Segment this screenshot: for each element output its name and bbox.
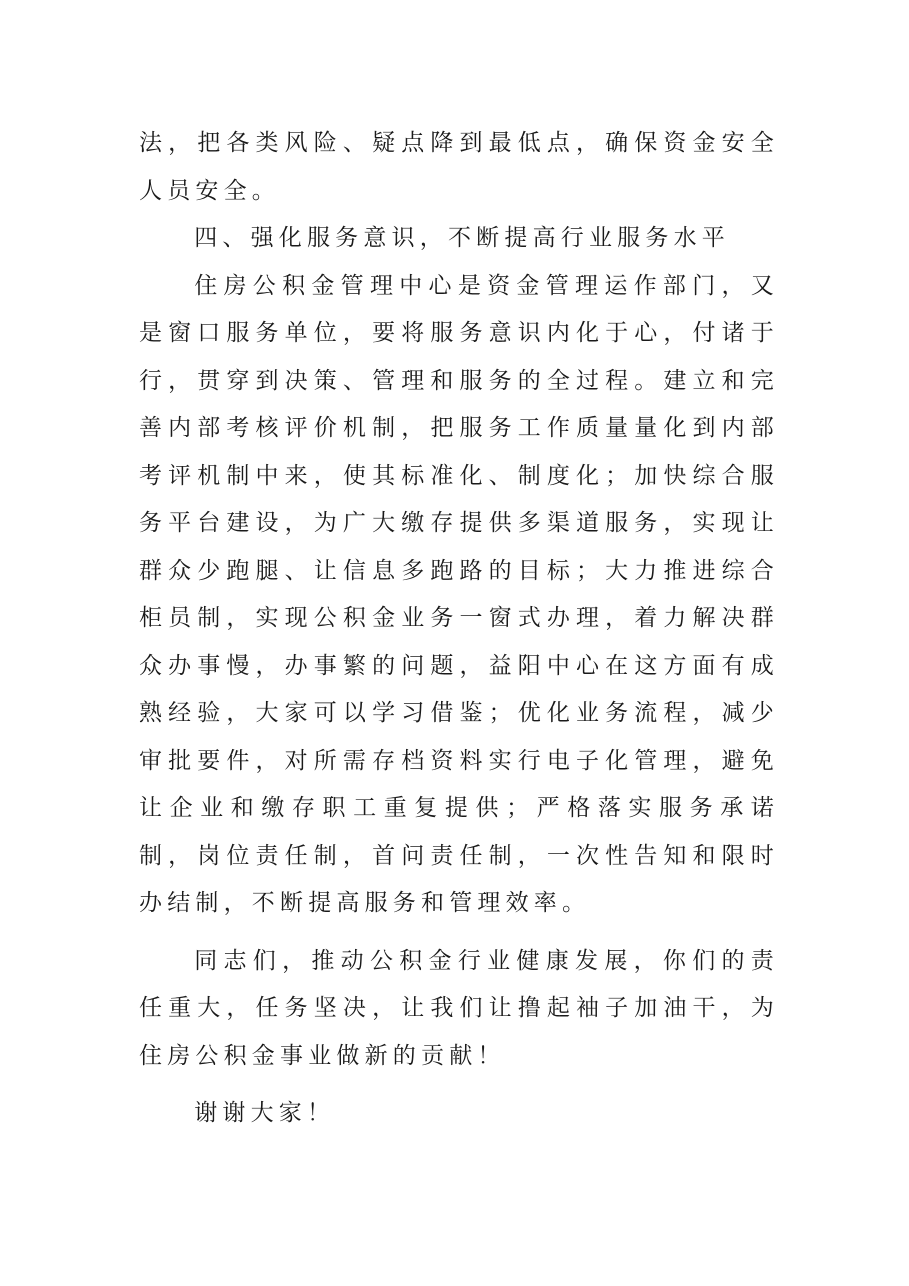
document-body bbox=[139, 120, 779, 1138]
paragraph-thanks: 谢谢大家！ bbox=[194, 1100, 336, 1126]
paragraph-gap bbox=[139, 928, 779, 938]
paragraph-continuation: 法，把各类风险、疑点降到最低点，确保资金安全人员安全。 bbox=[139, 130, 779, 204]
section-heading: 四、强化服务意识，不断提高行业服务水平 bbox=[194, 225, 730, 251]
paragraph-gap bbox=[139, 1080, 779, 1090]
paragraph-service: 住房公积金管理中心是资金管理运作部门，又是窗口服务单位，要将服务意识内化于心，付诸于行，贯穿到决策、管理和服务的全过程。建立和完善内部考核评价机制，把服务工作质量量化到内部考评机制中来，使其标准化、制度化；加快综合服务平台建设，为广大缴存提供多渠道服务，实现让群众少跑腿、让信息多跑路的目标；大力推进综合柜员制，实现公积金业务一窗式办理，着力解决群众办事慢，办事繁的问题，益阳中心在这方面有成熟经验，大家可以学习借鉴；优化业务流程，减少审批要件，对所需存档资料实行电子化管理，避免让企业和缴存职工重复提供；严格落实服务承诺制，岗位责任制，首问责任制，一次性告知和限时办结制，不断提高服务和管理效率。 bbox=[139, 272, 779, 916]
paragraph-closing: 同志们，推动公积金行业健康发展，你们的责任重大，任务坚决，让我们让撸起袖子加油干，为住房公积金事业做新的贡献！ bbox=[139, 947, 779, 1069]
